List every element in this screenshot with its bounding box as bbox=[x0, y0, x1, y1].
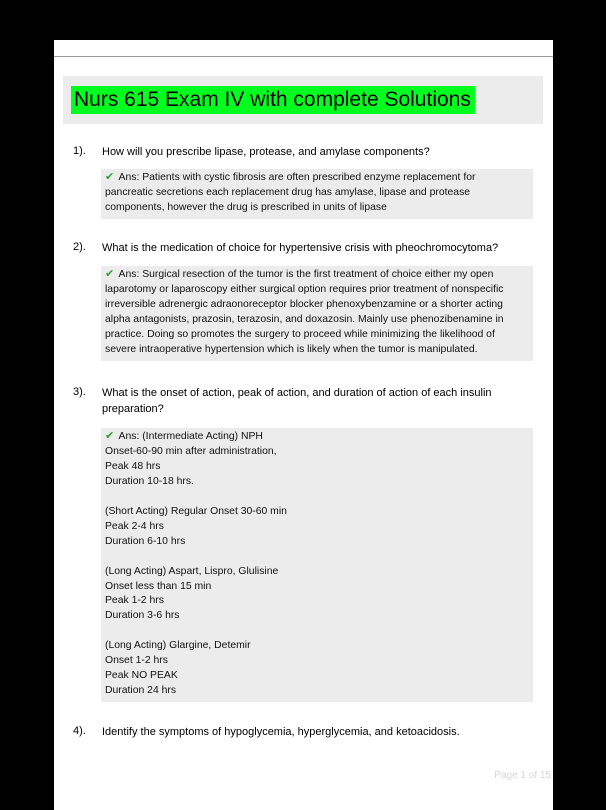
answer-line: irreversible adrenergic adraonoreceptor blocker phenoxybenzamine or a shorter acting bbox=[105, 298, 503, 310]
answer-box bbox=[101, 428, 533, 702]
answer-line: ✔ Ans: (Intermediate Acting) NPH bbox=[105, 430, 263, 442]
check-icon: ✔ bbox=[105, 430, 115, 442]
document-page bbox=[54, 40, 553, 810]
question-number: 1). bbox=[73, 145, 86, 157]
line-gap bbox=[105, 490, 533, 505]
line-gap bbox=[105, 550, 533, 565]
question-number: 3). bbox=[73, 386, 86, 398]
answer-line: Duration 3-6 hrs bbox=[105, 610, 180, 622]
header-box bbox=[63, 76, 543, 124]
question-text: How will you prescribe lipase, protease, and amylase components? bbox=[102, 146, 430, 158]
answer-line: Duration 24 hrs bbox=[105, 685, 177, 697]
answer-line: pancreatic secretions each replacement drug has amylase, lipase and protease bbox=[105, 186, 471, 198]
answer-line: Peak NO PEAK bbox=[105, 670, 178, 682]
top-rule bbox=[54, 56, 553, 57]
question-text: What is the onset of action, peak of action, and duration of action of each insulin preparation? bbox=[102, 387, 492, 415]
answer-line: Onset less than 15 min bbox=[105, 580, 212, 592]
check-icon: ✔ bbox=[105, 171, 115, 183]
answer-line: laparotomy or laparoscopy either surgical option requires prior treatment of nonspecific bbox=[105, 283, 504, 295]
answer-line: components, however the drug is prescribed in units of lipase bbox=[105, 201, 387, 213]
answer-line: Duration 6-10 hrs bbox=[105, 535, 186, 547]
check-icon: ✔ bbox=[105, 268, 115, 280]
answer-line: alpha antagonists, prazosin, terazosin, and doxazosin. Mainly use phenozibenamine in bbox=[105, 313, 504, 325]
question-text: What is the medication of choice for hypertensive crisis with pheochromocytoma? bbox=[102, 242, 499, 254]
answer-box bbox=[101, 169, 533, 219]
answer-line: (Long Acting) Glargine, Detemir bbox=[105, 640, 251, 652]
question-text: Identify the symptoms of hypoglycemia, hyperglycemia, and ketoacidosis. bbox=[102, 726, 460, 738]
answer-line: Onset-60-90 min after administration, bbox=[105, 445, 277, 457]
page-number: Page 1 of 15 bbox=[494, 770, 551, 781]
question-number: 4). bbox=[73, 725, 86, 737]
question-number: 2). bbox=[73, 241, 86, 253]
page-title: Nurs 615 Exam IV with complete Solutions bbox=[71, 86, 475, 114]
line-gap bbox=[105, 624, 533, 639]
answer-line: Duration 10-18 hrs. bbox=[105, 475, 194, 487]
answer-box bbox=[101, 266, 533, 361]
answer-line: Peak 1-2 hrs bbox=[105, 595, 164, 607]
answer-line: severe intraoperative hypertension which is likely when the tumor is manipulated. bbox=[105, 343, 478, 355]
answer-line: ✔ Ans: Patients with cystic fibrosis are often prescribed enzyme replacement for bbox=[105, 171, 476, 183]
answer-line: (Long Acting) Aspart, Lispro, Glulisine bbox=[105, 565, 279, 577]
answer-line: ✔ Ans: Surgical resection of the tumor is the first treatment of choice either my open bbox=[105, 268, 494, 280]
answer-line: Peak 2-4 hrs bbox=[105, 520, 164, 532]
answer-line: Onset 1-2 hrs bbox=[105, 655, 168, 667]
answer-line: Peak 48 hrs bbox=[105, 460, 161, 472]
answer-line: (Short Acting) Regular Onset 30-60 min bbox=[105, 505, 287, 517]
answer-line: practice. Doing so promotes the surgery to proceed while minimizing the likelihood of bbox=[105, 328, 495, 340]
